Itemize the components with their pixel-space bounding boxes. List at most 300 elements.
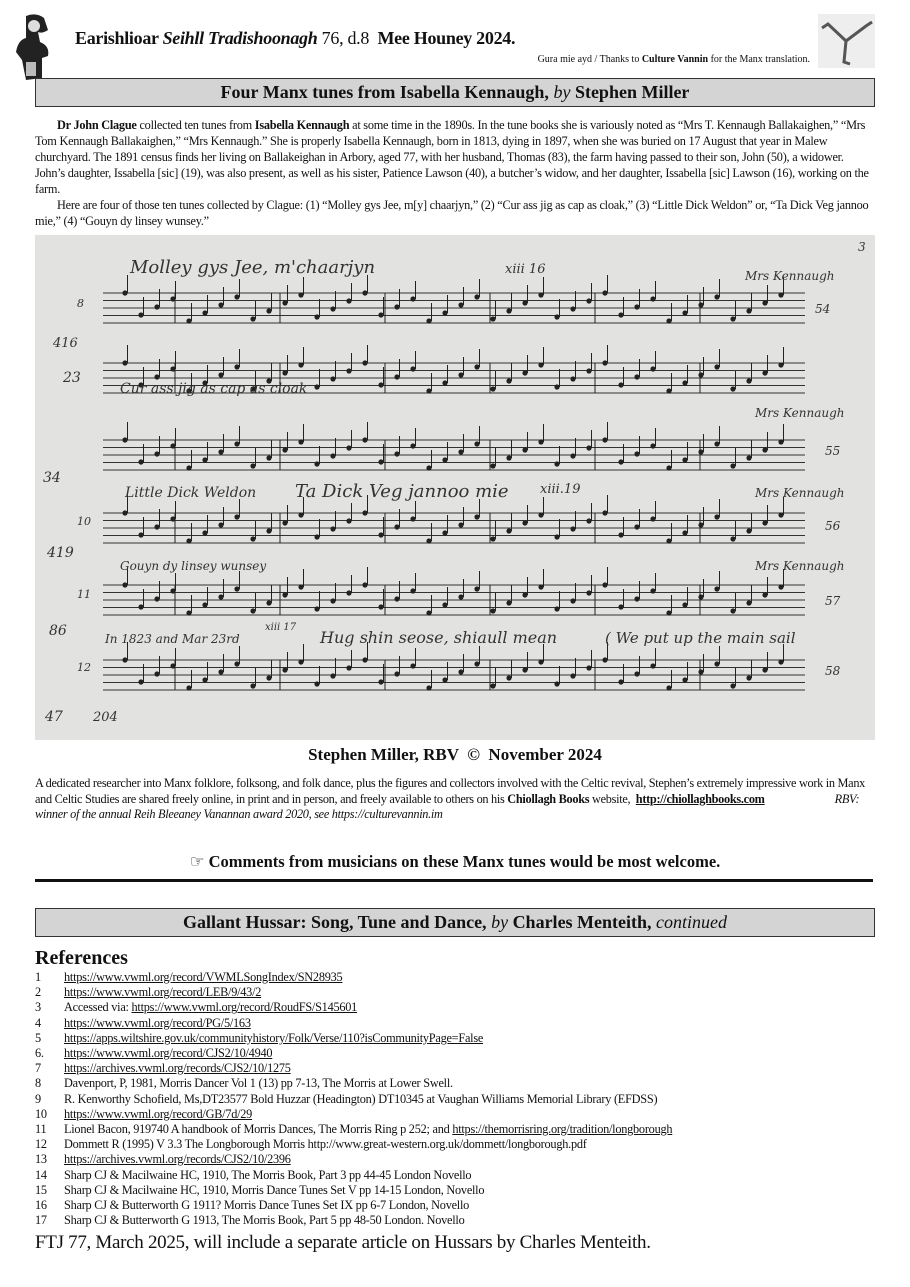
note [714,661,719,666]
note [570,376,575,381]
note [458,522,463,527]
note [298,439,303,444]
note [666,318,671,323]
note [666,388,671,393]
note [458,669,463,674]
note [202,530,207,535]
note [234,294,239,299]
reference-text: Lionel Bacon, 919740 A handbook of Morris Dances, The Morris Ring p 252; and https://themorrisring.org/tradition/longborough [64,1122,673,1137]
note [522,592,527,597]
note [378,459,383,464]
note [266,675,271,680]
note [634,451,639,456]
note [298,512,303,517]
note [314,461,319,466]
reference-text: Sharp CJ & Macilwaine HC, 1910, Morris Dance Tunes Set V pp 14-15 London, Novello [64,1182,485,1197]
note [218,302,223,307]
note [346,665,351,670]
note [442,677,447,682]
reference-item [35,1107,880,1122]
article-title-box: Four Manx tunes from Isabella Kennaugh, by Stephen Miller [35,78,875,107]
translation-credit: Gura mie ayd / Thanks to Culture Vannin for the Manx translation. [537,54,810,65]
reference-text [64,1152,291,1167]
reference-link[interactable]: https://www.vwml.org/record/PG/5/163 [64,1015,251,1030]
note [202,602,207,607]
reference-text: R. Kenworthy Schofield, Ms,DT23577 Bold Huzzar (Headington) DT10345 at Vaughan Williams Memorial Library (EFDSS) [64,1091,658,1106]
reference-text [64,1061,291,1076]
note [682,602,687,607]
note [698,522,703,527]
note [714,441,719,446]
note [666,465,671,470]
note [410,588,415,593]
reference-link[interactable]: https://apps.wiltshire.gov.uk/communityhistory/Folk/Verse/110?isCommunityPage=False [64,1030,484,1045]
note [298,362,303,367]
note [442,380,447,385]
note [554,681,559,686]
note [122,657,127,662]
note [154,671,159,676]
note [634,596,639,601]
reference-text [64,1046,272,1061]
note [330,453,335,458]
reference-item [35,1137,880,1152]
note [778,439,783,444]
note [362,290,367,295]
note [122,290,127,295]
manuscript-annotation: 34 [43,470,61,486]
manuscript-annotation: 416 [53,336,78,351]
note [714,364,719,369]
reference-text [64,970,342,985]
note [570,598,575,603]
closing-note: FTJ 77, March 2025, will include a separate article on Hussars by Charles Menteith. [35,1232,651,1253]
manuscript-annotation: Mrs Kennaugh [745,269,835,283]
manuscript-annotation: In 1823 and Mar 23rd [105,632,240,646]
note [234,441,239,446]
note [410,516,415,521]
note [634,304,639,309]
note [442,457,447,462]
manuscript-annotation: Mrs Kennaugh [755,559,845,573]
note [762,370,767,375]
note [506,675,511,680]
note [362,657,367,662]
reference-link[interactable]: https://www.vwml.org/record/RoudFS/S145601 [131,1000,358,1015]
note [394,304,399,309]
note [282,447,287,452]
note [426,465,431,470]
note [778,512,783,517]
note [506,528,511,533]
note [202,310,207,315]
note [650,296,655,301]
reference-link[interactable]: https://www.vwml.org/record/GB/7d/29 [64,1106,253,1121]
reference-text: Sharp CJ & Macilwaine HC, 1910, The Morris Book, Part 3 pp 44-45 London Novello [64,1167,472,1182]
note [762,300,767,305]
author-caption: Stephen Miller, RBV © November 2024 [308,745,602,764]
note [394,451,399,456]
reference-number: 17 [35,1213,47,1228]
note [154,304,159,309]
note [650,588,655,593]
note [554,606,559,611]
note [314,314,319,319]
note [730,683,735,688]
note [602,657,607,662]
note [266,308,271,313]
note [506,308,511,313]
note [138,604,143,609]
note [746,308,751,313]
note [362,582,367,587]
note [250,536,255,541]
note [746,600,751,605]
reference-number: 12 [35,1137,47,1152]
note [762,447,767,452]
note [250,463,255,468]
note [634,671,639,676]
reference-item [35,1122,880,1137]
manuscript-annotation: Hug shin seose, shiaull mean [320,628,558,647]
reference-text: Sharp CJ & Butterworth G 1911? Morris Dance Tunes Set IX pp 6-7 London, Novello [64,1198,470,1213]
note [490,683,495,688]
note [474,441,479,446]
note [538,584,543,589]
note [426,538,431,543]
note [682,530,687,535]
note [650,516,655,521]
note [618,532,623,537]
note [474,661,479,666]
note [586,518,591,523]
note [346,368,351,373]
reference-text [64,985,261,1000]
reference-item [35,985,880,1000]
manuscript-annotation: 55 [825,444,841,458]
note [362,510,367,515]
author-bio: A dedicated researcher into Manx folklore, folksong, and folk dance, plus the figures and collectors involved with the Celtic revival, Stephen’s extremely impressive work in Manx and Celtic Studies are shared freely online, in print and in person, and freely available to others on his Chiollagh Books website, http://chiollaghbooks.com RBV: winner of the annual Reih Bleeaney Vanannan award 2020, see https://culturevannin.im [35,776,866,821]
note [602,360,607,365]
manuscript-annotation: 54 [815,302,831,316]
note [522,300,527,305]
note [154,451,159,456]
note [714,514,719,519]
note [202,457,207,462]
note [394,671,399,676]
note [474,514,479,519]
note [490,316,495,321]
note [746,528,751,533]
note [666,685,671,690]
note [378,382,383,387]
note [410,296,415,301]
article2-title-box: Gallant Hussar: Song, Tune and Dance, by Charles Menteith, continued [35,908,875,937]
reference-item [35,1168,880,1183]
manuscript-annotation: Little Dick Weldon [125,485,257,501]
reference-item [35,1061,880,1076]
note [298,292,303,297]
tunes-paragraph: Here are four of those ten tunes collected by Clague: (1) “Molley gys Jee, m[y] chaarjyn,” (2) “Cur ass jig as cap as cloak,” (3) “Little Dick Weldon” or, “Ta Dick Veg jannoo mie,” (4) “Gouyn dy linsey wunsey.” [35,198,869,228]
reference-link[interactable]: https://www.vwml.org/record/CJS2/10/4940 [64,1046,273,1061]
note [554,314,559,319]
article-intro [35,117,875,229]
note [490,608,495,613]
note [234,661,239,666]
manuscript-annotation: 58 [825,664,841,678]
manuscript-image [35,235,875,740]
note [298,659,303,664]
note [186,685,191,690]
reference-text: Davenport, P, 1981, Morris Dancer Vol 1 (13) pp 7-13, The Morris at Lower Swell. [64,1076,453,1091]
note [378,312,383,317]
note [698,449,703,454]
note [474,364,479,369]
note [522,370,527,375]
note [554,384,559,389]
note [138,679,143,684]
manuscript-annotation: xiii 16 [505,262,546,277]
reference-number: 16 [35,1198,47,1213]
note [570,673,575,678]
note [602,290,607,295]
note [634,374,639,379]
note [618,382,623,387]
note [746,675,751,680]
note [682,310,687,315]
note [186,465,191,470]
note [234,586,239,591]
note [538,512,543,517]
note [618,459,623,464]
note [330,526,335,531]
manuscript-annotation: 12 [77,661,91,674]
reference-number: 6. [35,1046,44,1061]
note [298,584,303,589]
pointing-hand-icon: ☞ [189,852,205,871]
note [154,524,159,529]
note [346,590,351,595]
manuscript-annotation: xiii 17 [265,622,297,633]
note [122,437,127,442]
reference-text [64,1031,483,1046]
note [122,360,127,365]
manuscript-annotation: 47 [45,709,63,725]
manuscript-annotation: 8 [77,297,84,310]
note [618,679,623,684]
manuscript-annotation: 56 [825,519,841,533]
note [570,526,575,531]
reference-text [64,1016,251,1031]
note [266,600,271,605]
note [650,663,655,668]
dancer-logo-icon [12,12,58,82]
note [586,665,591,670]
note [394,374,399,379]
note [314,534,319,539]
note [378,679,383,684]
note [490,463,495,468]
note [458,372,463,377]
note [554,534,559,539]
note [362,360,367,365]
note [666,610,671,615]
reference-number: 8 [35,1076,41,1091]
manuscript-annotation: 11 [77,588,91,601]
note [538,439,543,444]
note [586,298,591,303]
reference-link[interactable]: https://www.vwml.org/record/LEB/9/43/2 [64,985,262,1000]
note [586,445,591,450]
note [394,524,399,529]
note [154,374,159,379]
reference-item [35,1000,880,1015]
note [730,608,735,613]
note [250,316,255,321]
note [218,594,223,599]
note [666,538,671,543]
note [762,667,767,672]
note [330,598,335,603]
note [122,582,127,587]
reference-item [35,1183,880,1198]
manuscript-annotation: ( We put up the main sail [605,629,796,647]
reference-number: 1 [35,970,41,984]
note [522,667,527,672]
note [266,528,271,533]
note [362,437,367,442]
note [202,677,207,682]
reference-item [35,1198,880,1213]
note [186,610,191,615]
reference-number: 7 [35,1061,41,1076]
manuscript-annotation: Ta Dick Veg jannoo mie [295,481,509,502]
note [698,302,703,307]
note [538,362,543,367]
note [378,532,383,537]
note [682,380,687,385]
reference-number: 14 [35,1167,47,1182]
note [458,302,463,307]
note [218,449,223,454]
note [506,378,511,383]
note [458,594,463,599]
reference-number: 4 [35,1015,41,1030]
note [490,536,495,541]
manuscript-annotation: 57 [825,594,841,608]
note [762,520,767,525]
reference-text: Dommett R (1995) V 3.3 The Longborough Morris http://www.great-western.org.uk/dommett/longborough.pdf [64,1137,587,1152]
reference-text [64,1107,252,1122]
three-legs-of-man-icon [818,14,875,68]
note [330,376,335,381]
note [314,606,319,611]
note [570,306,575,311]
manuscript-annotation: 23 [63,370,81,386]
note [474,586,479,591]
note [714,586,719,591]
note [746,455,751,460]
manuscript-annotation: 419 [47,545,74,561]
note [778,584,783,589]
note [458,449,463,454]
note [730,536,735,541]
section-divider [35,879,873,882]
note [250,608,255,613]
comments-request: ☞ Comments from musicians on these Manx tunes would be most welcome. [189,852,721,871]
note [346,445,351,450]
chiollagh-books-link[interactable]: http://chiollaghbooks.com [635,791,765,806]
note [330,306,335,311]
note [234,514,239,519]
note [426,610,431,615]
note [602,582,607,587]
reference-number: 11 [35,1122,47,1137]
manuscript-annotation: 3 [858,240,866,254]
note [138,312,143,317]
reference-link[interactable]: https://themorrisring.org/tradition/longborough [452,1122,673,1137]
newsletter-title: Earishlioar Seihll Tradishoonagh 76, d.8 Mee Houney 2024. [75,28,516,48]
note [378,604,383,609]
note [650,443,655,448]
note [282,667,287,672]
note [698,372,703,377]
manuscript-annotation: Mrs Kennaugh [755,406,845,420]
note [682,457,687,462]
note [506,600,511,605]
note [346,298,351,303]
reference-number: 9 [35,1091,41,1106]
note [650,366,655,371]
reference-text: Accessed via: https://www.vwml.org/record/RoudFS/S145601 [64,1000,358,1015]
manuscript-annotation: Mrs Kennaugh [755,486,845,500]
note [410,366,415,371]
note [522,520,527,525]
note [490,386,495,391]
note [506,455,511,460]
note [426,388,431,393]
note [442,530,447,535]
note [570,453,575,458]
note [714,294,719,299]
note [698,594,703,599]
reference-link[interactable]: https://archives.vwml.org/records/CJS2/10/2396 [64,1152,291,1167]
reference-item [35,1046,880,1061]
note [730,316,735,321]
note [186,318,191,323]
note [314,384,319,389]
note [778,362,783,367]
note [426,318,431,323]
reference-link[interactable]: https://archives.vwml.org/records/CJS2/10/1275 [64,1061,291,1076]
note [586,590,591,595]
note [634,524,639,529]
note [602,437,607,442]
note [218,522,223,527]
note [410,663,415,668]
reference-number: 2 [35,985,41,1000]
manuscript-annotation: Cur ass jig as cap as cloak [120,381,308,397]
manuscript-annotation: 10 [77,515,91,528]
note [538,292,543,297]
note [522,447,527,452]
note [282,592,287,597]
note [618,604,623,609]
note [122,510,127,515]
reference-link[interactable]: https://www.vwml.org/record/VWMLSongIndex/SN28935 [64,970,343,984]
note [282,370,287,375]
reference-number: 15 [35,1182,47,1197]
